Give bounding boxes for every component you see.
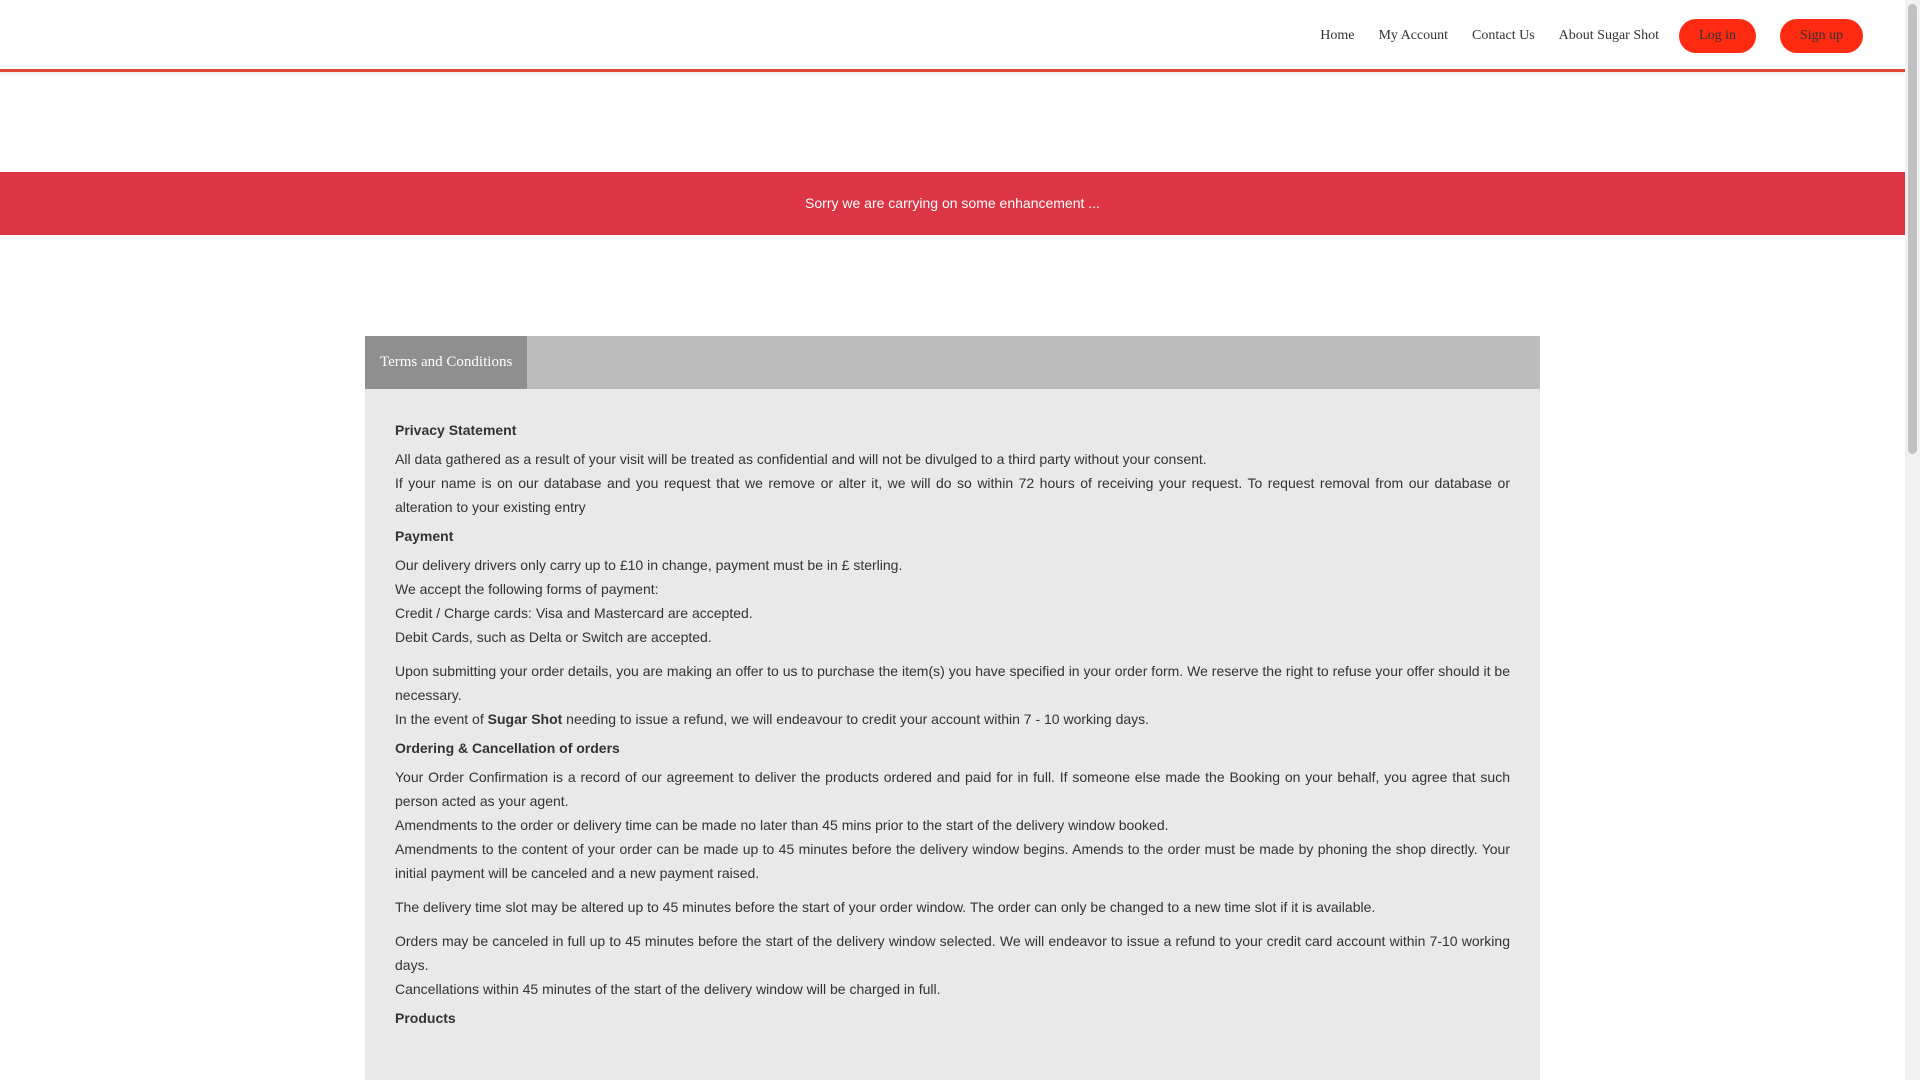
maintenance-alert	[0, 172, 1905, 235]
ordering-paragraph: Amendments to the content of your order can be made up to 45 minutes before the delivery window begins. Amends to the order must be made by phoning the shop directly. Your initial payment will be canceled and a new payment raised.	[395, 841, 1510, 881]
ordering-paragraph: Amendments to the order or delivery time can be made no later than 45 mins prior to the start of the delivery window booked.	[395, 817, 1169, 833]
main-nav	[1308, 19, 1875, 53]
terms-panel	[365, 336, 1540, 1080]
alert-message: Sorry we are carrying on some enhancement ...	[805, 195, 1100, 211]
ordering-paragraph: The delivery time slot may be altered up to 45 minutes before the start of your order window. The order can only be changed to a new time slot if it is available.	[395, 899, 1376, 915]
ordering-paragraph: Orders may be canceled in full up to 45 minutes before the start of the delivery window selected. We will endeavor to issue a refund to your credit card account within 7-10 working days.	[395, 933, 1510, 973]
privacy-heading: Privacy Statement	[395, 422, 517, 438]
payment-paragraph: Upon submitting your order details, you are making an offer to us to purchase the item(s) you have specified in your order form. We reserve the right to refuse your offer should it be necessary.	[395, 663, 1510, 703]
payment-heading: Payment	[395, 528, 454, 544]
ordering-heading: Ordering & Cancellation of orders	[395, 740, 620, 756]
scrollbar-thumb[interactable]	[1908, 4, 1917, 454]
page-scrollbar[interactable]	[1905, 0, 1920, 1080]
login-button[interactable]: Log in	[1679, 19, 1756, 53]
tab-terms-and-conditions[interactable]: Terms and Conditions	[365, 336, 527, 389]
brand-name: Sugar Shot	[487, 711, 563, 727]
nav-contact-us-link[interactable]: Contact Us	[1472, 28, 1535, 43]
ordering-paragraph: Cancellations within 45 minutes of the start of the delivery window will be charged in full.	[395, 981, 941, 997]
top-header	[0, 0, 1905, 72]
payment-paragraph: Our delivery drivers only carry up to £10 in change, payment must be in £ sterling.	[395, 557, 903, 573]
terms-content	[365, 389, 1540, 1025]
privacy-paragraph: If your name is on our database and you request that we remove or alter it, we will do so within 72 hours of receiving your request. To request removal from our database or alteration to your existing entry	[395, 475, 1510, 515]
products-heading: Products	[395, 1010, 456, 1026]
refund-text-before: In the event of	[395, 711, 488, 727]
refund-paragraph	[395, 707, 1510, 731]
nav-about-link[interactable]: About Sugar Shot	[1558, 28, 1659, 43]
privacy-paragraph: All data gathered as a result of your visit will be treated as confidential and will not be divulged to a third party without your consent.	[395, 451, 1207, 467]
payment-paragraph: We accept the following forms of payment:	[395, 581, 659, 597]
nav-my-account-link[interactable]: My Account	[1378, 28, 1449, 43]
ordering-paragraph: Your Order Confirmation is a record of our agreement to deliver the products ordered and paid for in full. If someone else made the Booking on your behalf, you agree that such person acted as your agent.	[395, 769, 1510, 809]
payment-paragraph: Credit / Charge cards: Visa and Mastercard are accepted.	[395, 605, 753, 621]
payment-paragraph: Debit Cards, such as Delta or Switch are accepted.	[395, 629, 712, 645]
tab-bar	[365, 336, 1540, 389]
signup-button[interactable]: Sign up	[1780, 19, 1863, 53]
nav-home-link[interactable]: Home	[1320, 28, 1355, 43]
refund-text-after: needing to issue a refund, we will endeavour to credit your account within 7 - 10 working days.	[562, 711, 1150, 727]
